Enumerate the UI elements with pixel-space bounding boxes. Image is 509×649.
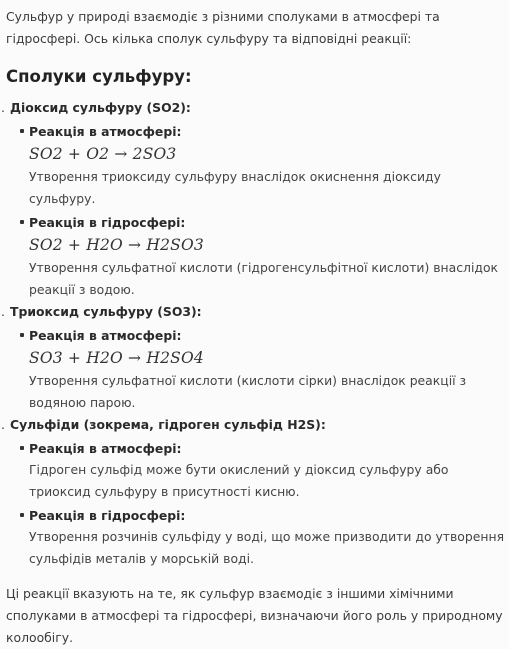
intro-paragraph: Сульфур у природі взаємодіє з різними сполуками в атмосфері та гідросфері. Ось кілька сполук сульфуру та відповідні реакції: — [6, 9, 440, 46]
reaction-formula: SO2 + H2O → H2SO3 — [29, 236, 204, 254]
list-item — [1, 414, 505, 570]
bullet-icon — [20, 220, 24, 224]
sub-item — [6, 506, 505, 570]
sub-item-title: Реакція в гідросфері: — [29, 215, 186, 230]
section-heading: Сполуки сульфуру: — [6, 67, 192, 86]
list-item — [1, 301, 505, 414]
bullet-icon — [20, 129, 24, 133]
reaction-description: Утворення сульфатної кислоти (кислоти сірки) внаслідок реакції з водяною парою. — [29, 373, 467, 410]
list-number: . — [1, 304, 5, 319]
sub-item-title: Реакція в атмосфері: — [29, 328, 182, 343]
closing-paragraph: Ці реакції вказують на те, як сульфур взаємодіє з іншими хімічними сполуками в атмосфері та гідросфері, визначаючи його роль у природному колообігу. — [6, 586, 503, 645]
list-item — [1, 97, 505, 301]
sub-item — [6, 439, 505, 503]
sub-item — [6, 213, 505, 301]
sub-item-title: Реакція в атмосфері: — [29, 124, 182, 139]
sub-item-title: Реакція в атмосфері: — [29, 441, 182, 456]
sub-item — [6, 326, 505, 414]
reaction-description: Утворення сульфатної кислоти (гідрогенсульфітної кислоти) внаслідок реакції з водою. — [29, 260, 499, 297]
list-number: . — [1, 100, 5, 115]
item-title: Сульфіди (зокрема, гідроген сульфід H2S): — [10, 417, 326, 432]
item-title: Діоксид сульфуру (SO2): — [10, 100, 191, 115]
reaction-description: Утворення розчинів сульфіду у воді, що може призводити до утворення сульфідів металів у морській воді. — [29, 529, 505, 566]
bullet-icon — [20, 333, 24, 337]
bullet-icon — [20, 446, 24, 450]
bullet-icon — [20, 513, 24, 517]
list-number: . — [1, 417, 5, 432]
reaction-formula: SO3 + H2O → H2SO4 — [29, 349, 204, 367]
sub-item-title: Реакція в гідросфері: — [29, 508, 186, 523]
reaction-description: Утворення триоксиду сульфуру внаслідок окиснення діоксиду сульфуру. — [29, 169, 441, 206]
reaction-formula: SO2 + O2 → 2SO3 — [29, 145, 177, 163]
item-title: Триоксид сульфуру (SO3): — [10, 304, 202, 319]
reaction-description: Гідроген сульфід може бути окислений у діоксид сульфуру або триоксид сульфуру в присутності кисню. — [29, 462, 449, 499]
sub-item — [6, 122, 505, 210]
